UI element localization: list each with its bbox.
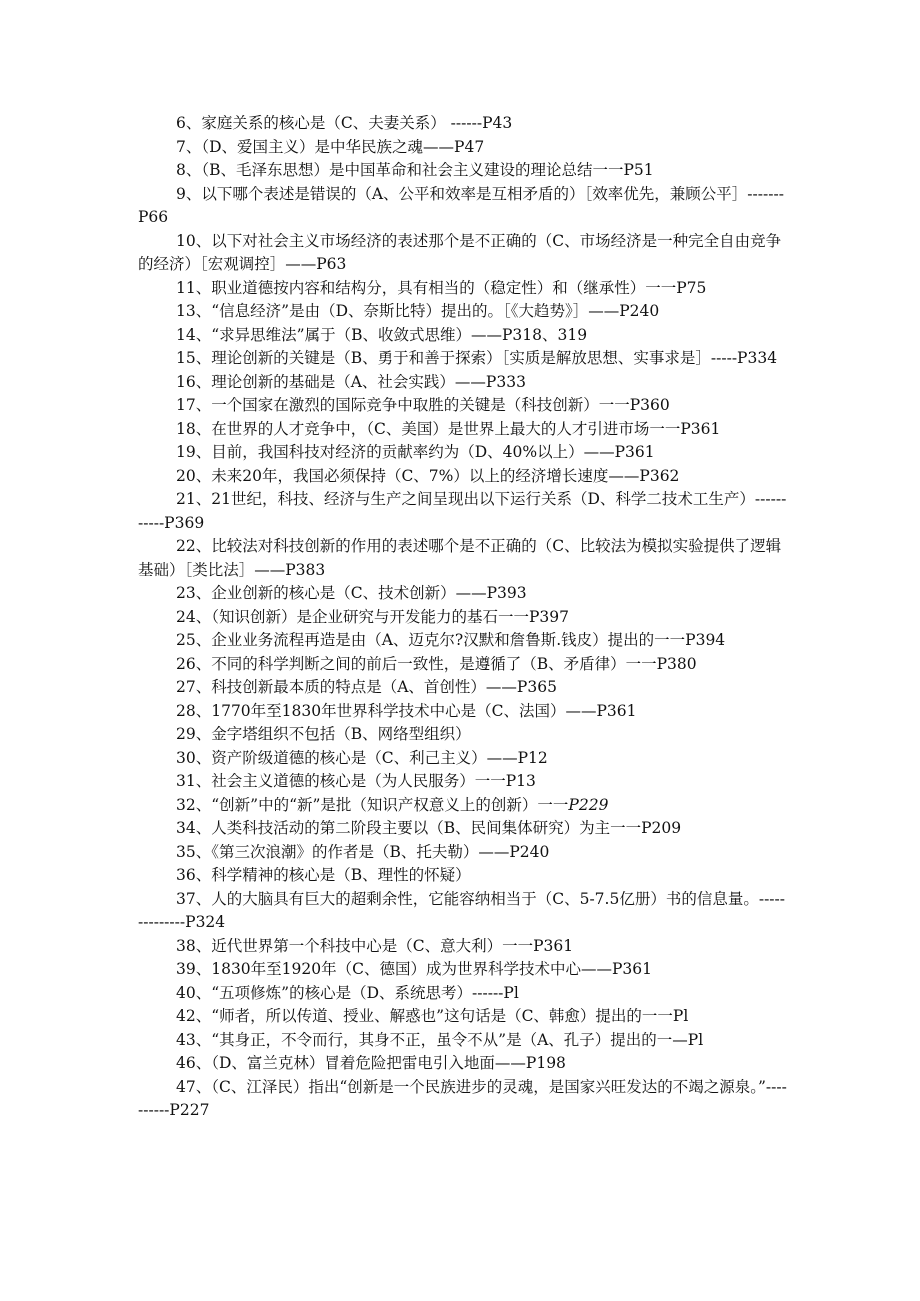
question-item: 21、21世纪，科技、经济与生产之间呈现出以下运行关系（D、科学二技术工生产）-----------P369 bbox=[138, 490, 787, 532]
question-item: 19、目前，我国科技对经济的贡献率约为（D、40%以上）——P361 bbox=[176, 443, 655, 461]
question-item: 13、“信息经济”是由（D、奈斯比特）提出的。［《大趋势》］——P240 bbox=[176, 302, 660, 320]
question-item: 22、比较法对科技创新的作用的表述哪个是不正确的（C、比较法为模拟实验提供了逻辑基础）［类比法］——P383 bbox=[138, 537, 782, 579]
question-item: 16、理论创新的基础是（A、社会实践）——P333 bbox=[176, 372, 526, 391]
question-item: 39、1830年至1920年（C、德国）成为世界科学技术中心——P361 bbox=[176, 960, 652, 978]
question-item: 27、科技创新最本质的特点是（A、首创性）——P365 bbox=[176, 678, 557, 696]
question-item: 28、1770年至1830年世界科学技术中心是（C、法国）——P361 bbox=[176, 701, 637, 720]
question-item: 26、不同的科学判断之间的前后一致性，是遵循了（B、矛盾律）一一P380 bbox=[176, 654, 697, 673]
question-item: 6、家庭关系的核心是（C、夫妻关系） ------P43 bbox=[176, 114, 513, 132]
question-text: 32、“创新”中的“新”是批（知识产权意义上的创新）一一 bbox=[176, 795, 569, 814]
question-item: 34、人类科技活动的第二阶段主要以（B、民间集体研究）为主一一P209 bbox=[176, 819, 682, 837]
question-item: 29、金字塔组织不包括（B、网络型组织） bbox=[176, 725, 471, 743]
question-item: 40、“五项修炼”的核心是（D、系统思考）------Pl bbox=[176, 983, 519, 1002]
question-item: 42、“师者，所以传道、授业、解惑也”这句话是（C、韩愈）提出的一一Pl bbox=[176, 1007, 689, 1025]
question-item: 11、职业道德按内容和结构分，具有相当的（稳定性）和（继承性）一一P75 bbox=[176, 278, 707, 297]
document-body bbox=[138, 112, 788, 1123]
question-item: 38、近代世界第一个科技中心是（C、意大利）一一P361 bbox=[176, 936, 574, 955]
question-item: 17、一个国家在激烈的国际竞争中取胜的关键是（科技创新）一一P360 bbox=[176, 396, 670, 414]
question-item: 46、（D、富兰克林）冒着危险把雷电引入地面——P198 bbox=[176, 1054, 566, 1072]
question-item: 9、以下哪个表述是错误的（A、公平和效率是互相矛盾的）［效率优先，兼顾公平］-------P66 bbox=[138, 184, 784, 226]
question-item: 15、理论创新的关键是（B、勇于和善于探索）［实质是解放思想、实事求是］-----P334 bbox=[176, 349, 778, 367]
question-item bbox=[138, 794, 788, 818]
question-item: 31、社会主义道德的核心是（为人民服务）一一P13 bbox=[176, 772, 536, 790]
question-item: 8、（B、毛泽东思想）是中国革命和社会主义建设的理论总结一一P51 bbox=[176, 161, 654, 179]
question-item: 37、人的大脑具有巨大的超剩余性，它能容纳相当于（C、5-7.5亿册）书的信息量。--------------P324 bbox=[138, 889, 786, 931]
question-item: 25、企业业务流程再造是由（A、迈克尔?汉默和詹鲁斯.钱皮）提出的一一P394 bbox=[176, 631, 726, 649]
question-item: 30、资产阶级道德的核心是（C、利己主义）——P12 bbox=[176, 748, 548, 767]
question-item: 20、未来20年，我国必须保持（C、7%）以上的经济增长速度——P362 bbox=[176, 466, 680, 485]
question-item: 43、“其身正，不令而行，其身不正，虽令不从”是（A、孔子）提出的一—Pl bbox=[176, 1030, 704, 1049]
page-reference: P229 bbox=[568, 795, 609, 814]
question-item: 10、以下对社会主义市场经济的表述那个是不正确的（C、市场经济是一种完全自由竞争的经济）［宏观调控］——P63 bbox=[138, 231, 782, 273]
question-item: 7、（D、爱国主义）是中华民族之魂——P47 bbox=[176, 137, 485, 156]
question-item: 36、科学精神的核心是（B、理性的怀疑） bbox=[176, 866, 471, 884]
question-item: 24、（知识创新）是企业研究与开发能力的基石一一P397 bbox=[176, 607, 569, 626]
question-item: 35、《第三次浪潮》的作者是（B、托夫勒）——P240 bbox=[176, 842, 550, 861]
question-item: 18、在世界的人才竞争中，（C、美国）是世界上最大的人才引进市场一一P361 bbox=[176, 419, 721, 438]
question-item: 14、“求异思维法”属于（B、收敛式思维）——P318、319 bbox=[176, 325, 588, 344]
question-item: 47、（C、江泽民）指出“创新是一个民族进步的灵魂，是国家兴旺发达的不竭之源泉。”----------P227 bbox=[138, 1077, 787, 1119]
question-item: 23、企业创新的核心是（C、技术创新）——P393 bbox=[176, 584, 527, 602]
